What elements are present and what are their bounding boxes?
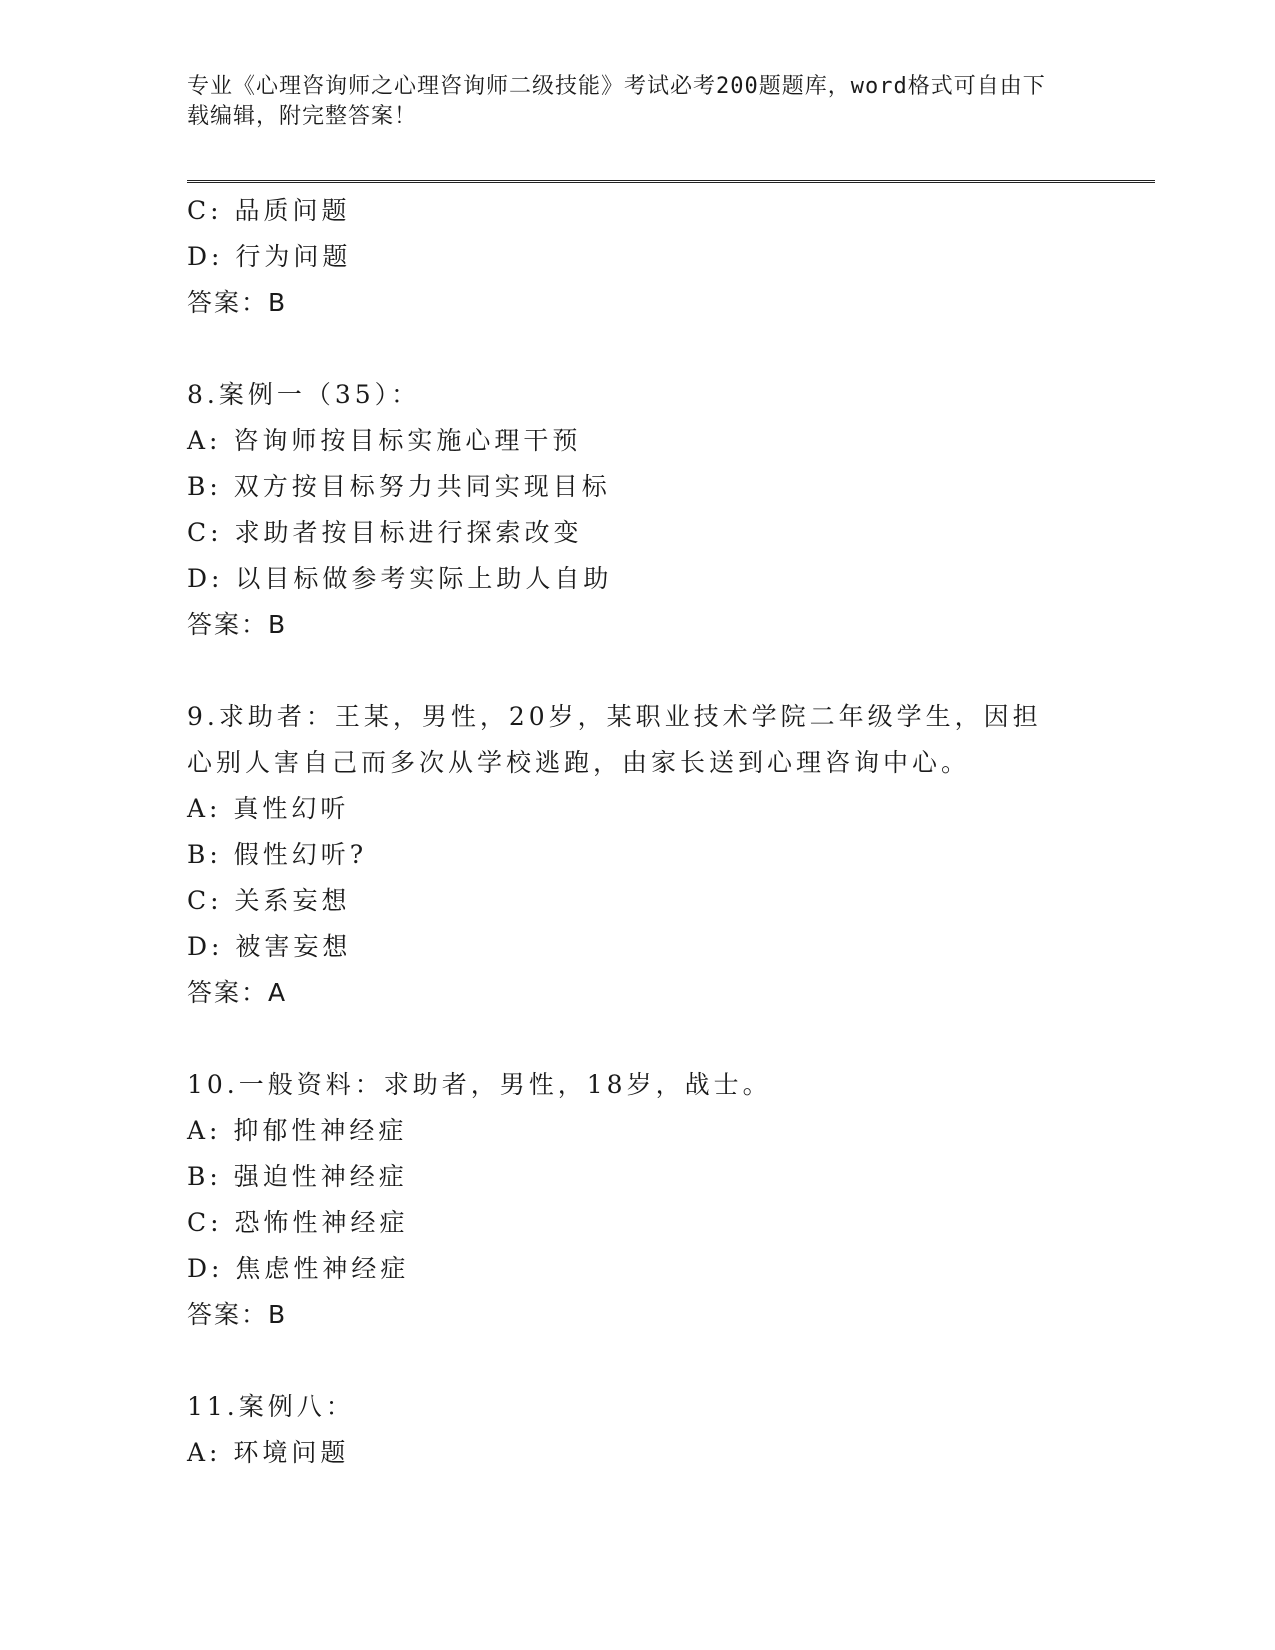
question-stem: 9.求助者：王某，男性，20岁，某职业技术学院二年级学生，因担心别人害自己而多次从学校逃跑，由家长送到心理咨询中心。	[187, 702, 1042, 777]
option-b: B: 假性幻听?	[187, 840, 368, 869]
option-c: C: 恐怖性神经症	[187, 1208, 409, 1237]
spacer	[187, 1338, 1087, 1384]
spacer	[187, 1016, 1087, 1062]
option-d: D: 焦虑性神经症	[187, 1254, 410, 1283]
option-d: D: 以目标做参考实际上助人自助	[187, 564, 613, 593]
answer-line: 答案：B	[187, 1300, 288, 1329]
previous-question-tail	[187, 188, 1087, 326]
question-10	[187, 1062, 1087, 1338]
option-a: A: 咨询师按目标实施心理干预	[187, 426, 582, 455]
answer-line: 答案：B	[187, 288, 288, 317]
option-a: A: 真性幻听	[187, 794, 350, 823]
option-d: D: 行为问题	[187, 242, 352, 271]
answer-line: 答案：A	[187, 978, 288, 1007]
question-stem: 10.一般资料：求助者，男性，18岁，战士。	[187, 1070, 772, 1099]
option-c: C: 关系妄想	[187, 886, 351, 915]
option-c: C: 求助者按目标进行探索改变	[187, 518, 583, 547]
option-b: B: 双方按目标努力共同实现目标	[187, 472, 611, 501]
spacer	[187, 648, 1087, 694]
option-d: D: 被害妄想	[187, 932, 352, 961]
option-a: A: 环境问题	[187, 1438, 350, 1467]
document-header: 专业《心理咨询师之心理咨询师二级技能》考试必考200题题库，word格式可自由下载编辑，附完整答案！	[187, 74, 1046, 129]
question-9	[187, 694, 1087, 1016]
option-c: C: 品质问题	[187, 196, 351, 225]
answer-line: 答案：B	[187, 610, 288, 639]
option-a: A: 抑郁性神经症	[187, 1116, 408, 1145]
question-content	[187, 188, 1087, 1476]
option-b: B: 强迫性神经症	[187, 1162, 408, 1191]
question-stem: 11.案例八：	[187, 1392, 355, 1421]
spacer	[187, 326, 1087, 372]
header-divider	[187, 180, 1155, 183]
question-8	[187, 372, 1087, 648]
question-stem: 8.案例一（35）：	[187, 380, 421, 409]
question-11	[187, 1384, 1087, 1476]
